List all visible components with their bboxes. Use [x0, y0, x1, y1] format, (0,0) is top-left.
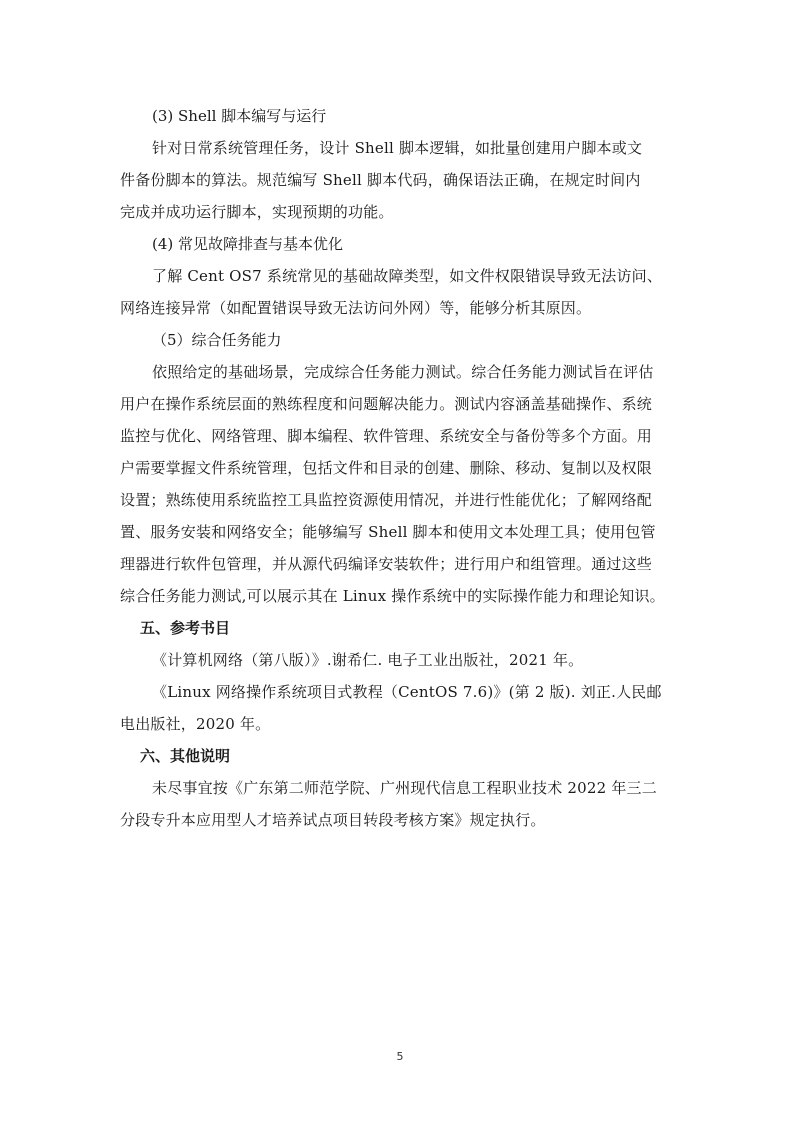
- paragraph-line: 了解 Cent OS7 系统常见的基础故障类型，如文件权限错误导致无法访问、: [152, 267, 663, 285]
- references-heading: 五、参考书目: [140, 619, 231, 637]
- paragraph-line: 网络连接异常（如配置错误导致无法访问外网）等，能够分析其原因。: [120, 299, 592, 317]
- page-number: 5: [396, 1050, 404, 1063]
- page-content: [120, 100, 686, 836]
- reference-item-1: [120, 644, 686, 676]
- paragraph-line: 置、服务安装和网络安全；能够编写 Shell 脚本和使用文本处理工具；使用包管: [120, 523, 656, 541]
- paragraph-line: 监控与优化、网络管理、脚本编程、软件管理、系统安全与备份等多个方面。用: [120, 427, 653, 445]
- paragraph-line: 分段专升本应用型人才培养试点项目转段考核方案》规定执行。: [120, 811, 546, 829]
- reference-line: 《计算机网络（第八版）》.谢希仁. 电子工业出版社，2021 年。: [152, 651, 584, 669]
- paragraph-line: 依照给定的基础场景，完成综合任务能力测试。综合任务能力测试旨在评估: [152, 363, 654, 381]
- paragraph-line: 理器进行软件包管理，并从源代码编译安装软件；进行用户和组管理。通过这些: [120, 555, 653, 573]
- reference-line: 电出版社，2020 年。: [120, 715, 271, 733]
- paragraph-line: 综合任务能力测试,可以展示其在 Linux 操作系统中的实际操作能力和理论知识。: [120, 587, 665, 605]
- other-notes-heading: 六、其他说明: [140, 747, 231, 765]
- paragraph-line: 户需要掌握文件系统管理，包括文件和目录的创建、删除、移动、复制以及权限: [120, 459, 653, 477]
- section-5-paragraph: [120, 356, 686, 612]
- paragraph-line: 设置；熟练使用系统监控工具监控资源使用情况，并进行性能优化；了解网络配: [120, 491, 653, 509]
- paragraph-line: 未尽事宜按《广东第二师范学院、广州现代信息工程职业技术 2022 年三二: [152, 779, 657, 797]
- section-4-paragraph: [120, 260, 686, 324]
- other-notes-paragraph: [120, 772, 686, 836]
- section-3-paragraph: [120, 132, 686, 228]
- section-4-heading: (4) 常见故障排查与基本优化: [152, 235, 344, 253]
- reference-item-2: [120, 676, 686, 740]
- paragraph-line: 用户在操作系统层面的熟练程度和问题解决能力。测试内容涵盖基础操作、系统: [120, 395, 653, 413]
- reference-line: 《Linux 网络操作系统项目式教程（CentOS 7.6)》(第 2 版). 刘正.人民邮: [152, 683, 662, 701]
- paragraph-line: 件备份脚本的算法。规范编写 Shell 脚本代码，确保语法正确，在规定时间内: [120, 171, 641, 189]
- section-5-heading: （5）综合任务能力: [152, 331, 282, 349]
- paragraph-line: 完成并成功运行脚本，实现预期的功能。: [120, 203, 394, 221]
- section-3-heading: (3) Shell 脚本编写与运行: [152, 107, 327, 125]
- paragraph-line: 针对日常系统管理任务，设计 Shell 脚本逻辑，如批量创建用户脚本或文: [152, 139, 643, 157]
